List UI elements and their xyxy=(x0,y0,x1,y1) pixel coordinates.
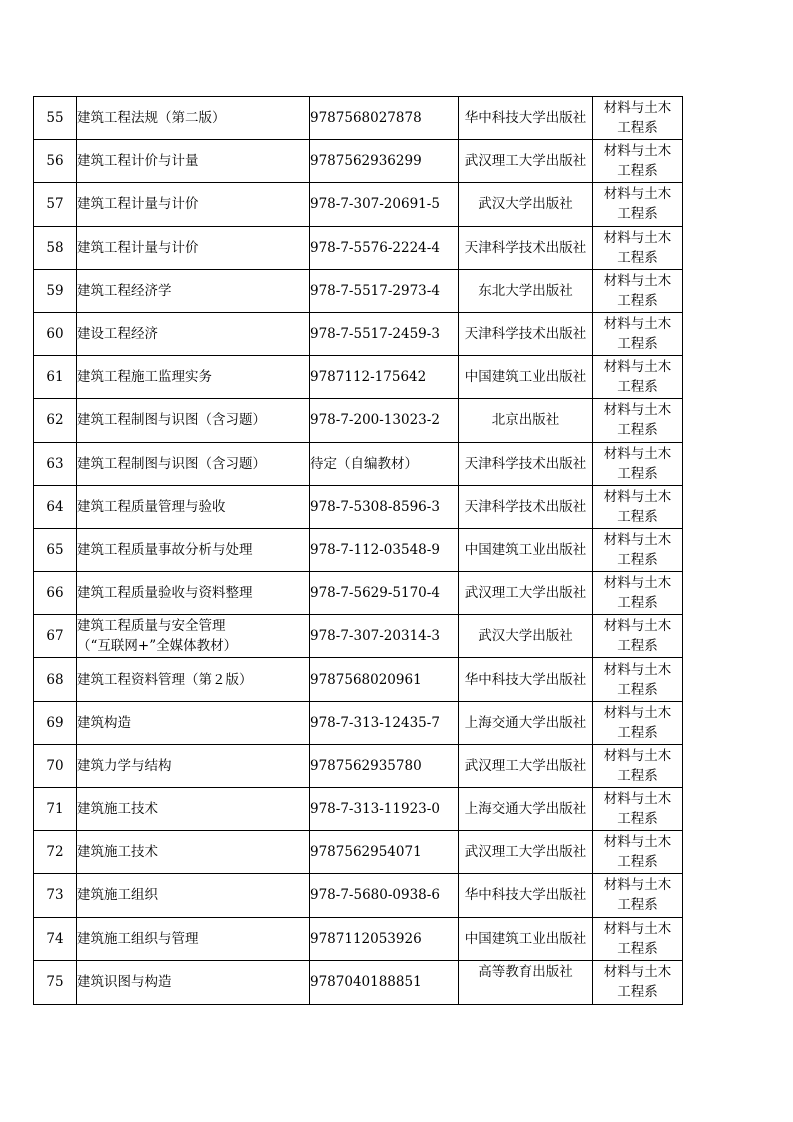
isbn-cell: 978-7-112-03548-9 xyxy=(310,528,459,571)
row-number-cell: 64 xyxy=(34,485,77,528)
department-line: 工程系 xyxy=(617,379,658,396)
publisher-cell: 上海交通大学出版社 xyxy=(459,788,593,831)
department-cell xyxy=(593,744,683,787)
department-cell xyxy=(593,788,683,831)
isbn-cell: 9787568027878 xyxy=(310,97,459,140)
publisher-cell: 武汉理工大学出版社 xyxy=(459,572,593,615)
department-line: 材料与土木 xyxy=(603,618,672,635)
department-line: 材料与土木 xyxy=(603,402,672,419)
row-number-cell: 60 xyxy=(34,312,77,355)
department-line: 材料与土木 xyxy=(603,575,672,592)
row-number-cell: 59 xyxy=(34,269,77,312)
publisher-cell: 天津科学技术出版社 xyxy=(459,226,593,269)
publisher-cell: 武汉理工大学出版社 xyxy=(459,744,593,787)
book-title-line: （“互联网+”全媒体教材） xyxy=(77,638,238,655)
department-line: 材料与土木 xyxy=(603,877,672,894)
department-line: 材料与土木 xyxy=(603,531,672,548)
department-cell xyxy=(593,572,683,615)
table-row xyxy=(34,788,683,831)
department-cell xyxy=(593,97,683,140)
isbn-cell: 978-7-5629-5170-4 xyxy=(310,572,459,615)
isbn-cell: 9787562936299 xyxy=(310,140,459,183)
isbn-cell: 9787040188851 xyxy=(310,960,459,1004)
book-title-cell: 建筑工程质量事故分析与处理 xyxy=(77,528,310,571)
department-line: 材料与土木 xyxy=(603,229,672,246)
isbn-cell: 978-7-307-20691-5 xyxy=(310,183,459,226)
book-title-cell: 建筑工程经济学 xyxy=(77,269,310,312)
publisher-cell: 东北大学出版社 xyxy=(459,269,593,312)
department-line: 工程系 xyxy=(617,638,658,655)
isbn-cell: 978-7-5308-8596-3 xyxy=(310,485,459,528)
publisher-cell: 华中科技大学出版社 xyxy=(459,658,593,701)
table-row xyxy=(34,140,683,183)
table-row xyxy=(34,615,683,658)
table-row xyxy=(34,658,683,701)
table-row xyxy=(34,831,683,874)
department-line: 工程系 xyxy=(617,336,658,353)
publisher-cell: 武汉大学出版社 xyxy=(459,183,593,226)
department-cell xyxy=(593,917,683,960)
department-line: 材料与土木 xyxy=(603,359,672,376)
publisher-cell: 中国建筑工业出版社 xyxy=(459,528,593,571)
isbn-cell: 9787562935780 xyxy=(310,744,459,787)
book-title-cell: 建筑工程质量验收与资料整理 xyxy=(77,572,310,615)
department-line: 工程系 xyxy=(617,249,658,266)
department-line: 材料与土木 xyxy=(603,272,672,289)
book-title-cell: 建筑工程计量与计价 xyxy=(77,183,310,226)
department-cell xyxy=(593,528,683,571)
department-line: 材料与土木 xyxy=(603,100,672,117)
department-cell xyxy=(593,831,683,874)
department-line: 材料与土木 xyxy=(603,661,672,678)
book-title-cell: 建筑工程制图与识图（含习题） xyxy=(77,399,310,442)
book-title-cell: 建筑施工组织与管理 xyxy=(77,917,310,960)
book-title-cell: 建筑力学与结构 xyxy=(77,744,310,787)
department-line: 材料与土木 xyxy=(603,791,672,808)
department-cell xyxy=(593,226,683,269)
row-number-cell: 56 xyxy=(34,140,77,183)
table-row xyxy=(34,356,683,399)
department-line: 工程系 xyxy=(617,681,658,698)
isbn-cell: 9787562954071 xyxy=(310,831,459,874)
publisher-cell: 华中科技大学出版社 xyxy=(459,97,593,140)
row-number-cell: 72 xyxy=(34,831,77,874)
isbn-cell: 9787112-175642 xyxy=(310,356,459,399)
department-line: 工程系 xyxy=(617,163,658,180)
department-line: 材料与土木 xyxy=(603,186,672,203)
row-number-cell: 65 xyxy=(34,528,77,571)
book-title-cell: 建设工程经济 xyxy=(77,312,310,355)
department-line: 工程系 xyxy=(617,120,658,137)
department-line: 工程系 xyxy=(617,940,658,957)
row-number-cell: 58 xyxy=(34,226,77,269)
department-line: 工程系 xyxy=(617,551,658,568)
table-row xyxy=(34,701,683,744)
isbn-cell: 9787568020961 xyxy=(310,658,459,701)
table-row xyxy=(34,528,683,571)
book-title-cell: 建筑工程施工监理实务 xyxy=(77,356,310,399)
department-line: 工程系 xyxy=(617,595,658,612)
row-number-cell: 55 xyxy=(34,97,77,140)
department-line: 工程系 xyxy=(617,508,658,525)
book-title-cell xyxy=(77,615,310,658)
department-cell xyxy=(593,615,683,658)
department-line: 材料与土木 xyxy=(603,704,672,721)
department-line: 材料与土木 xyxy=(603,834,672,851)
publisher-cell: 上海交通大学出版社 xyxy=(459,701,593,744)
isbn-cell: 978-7-5517-2973-4 xyxy=(310,269,459,312)
publisher-cell: 天津科学技术出版社 xyxy=(459,485,593,528)
department-line: 工程系 xyxy=(617,811,658,828)
book-title-cell: 建筑识图与构造 xyxy=(77,960,310,1004)
row-number-cell: 62 xyxy=(34,399,77,442)
table-row xyxy=(34,442,683,485)
table-row xyxy=(34,485,683,528)
table-row xyxy=(34,874,683,917)
department-line: 材料与土木 xyxy=(603,920,672,937)
book-title-cell: 建筑工程资料管理（第２版） xyxy=(77,658,310,701)
table-row xyxy=(34,399,683,442)
department-line: 工程系 xyxy=(617,854,658,871)
isbn-cell: 978-7-200-13023-2 xyxy=(310,399,459,442)
department-cell xyxy=(593,399,683,442)
department-cell xyxy=(593,485,683,528)
department-line: 材料与土木 xyxy=(603,747,672,764)
publisher-cell: 武汉理工大学出版社 xyxy=(459,140,593,183)
table-row xyxy=(34,917,683,960)
table-row xyxy=(34,744,683,787)
table-row xyxy=(34,226,683,269)
book-title-cell: 建筑施工技术 xyxy=(77,788,310,831)
isbn-cell: 978-7-313-12435-7 xyxy=(310,701,459,744)
row-number-cell: 73 xyxy=(34,874,77,917)
isbn-cell: 待定（自编教材） xyxy=(310,442,459,485)
department-line: 工程系 xyxy=(617,206,658,223)
publisher-cell: 天津科学技术出版社 xyxy=(459,442,593,485)
book-title-line: 建筑工程质量与安全管理 xyxy=(77,618,226,635)
department-line: 材料与土木 xyxy=(603,964,672,981)
table-row xyxy=(34,312,683,355)
department-cell xyxy=(593,701,683,744)
row-number-cell: 68 xyxy=(34,658,77,701)
book-title-cell: 建筑工程质量管理与验收 xyxy=(77,485,310,528)
table-row xyxy=(34,572,683,615)
isbn-cell: 978-7-313-11923-0 xyxy=(310,788,459,831)
row-number-cell: 70 xyxy=(34,744,77,787)
department-cell xyxy=(593,269,683,312)
department-line: 材料与土木 xyxy=(603,445,672,462)
publisher-cell: 华中科技大学出版社 xyxy=(459,874,593,917)
isbn-cell: 978-7-5517-2459-3 xyxy=(310,312,459,355)
department-cell xyxy=(593,960,683,1004)
row-number-cell: 63 xyxy=(34,442,77,485)
department-cell xyxy=(593,356,683,399)
department-line: 工程系 xyxy=(617,984,658,1001)
department-line: 工程系 xyxy=(617,292,658,309)
book-title-cell: 建筑施工组织 xyxy=(77,874,310,917)
row-number-cell: 66 xyxy=(34,572,77,615)
textbook-table xyxy=(33,96,683,1005)
department-line: 材料与土木 xyxy=(603,316,672,333)
book-title-cell: 建筑工程制图与识图（含习题） xyxy=(77,442,310,485)
isbn-cell: 978-7-307-20314-3 xyxy=(310,615,459,658)
department-line: 工程系 xyxy=(617,465,658,482)
publisher-cell: 高等教育出版社 xyxy=(459,960,593,1004)
department-line: 工程系 xyxy=(617,724,658,741)
table-row xyxy=(34,960,683,1004)
textbook-table-body xyxy=(34,97,683,1005)
publisher-cell: 武汉理工大学出版社 xyxy=(459,831,593,874)
department-cell xyxy=(593,442,683,485)
publisher-cell: 北京出版社 xyxy=(459,399,593,442)
isbn-cell: 978-7-5576-2224-4 xyxy=(310,226,459,269)
row-number-cell: 74 xyxy=(34,917,77,960)
book-title-cell: 建筑工程计价与计量 xyxy=(77,140,310,183)
department-line: 材料与土木 xyxy=(603,143,672,160)
publisher-cell: 天津科学技术出版社 xyxy=(459,312,593,355)
book-title-cell: 建筑施工技术 xyxy=(77,831,310,874)
department-cell xyxy=(593,140,683,183)
publisher-cell: 武汉大学出版社 xyxy=(459,615,593,658)
department-line: 材料与土木 xyxy=(603,488,672,505)
isbn-cell: 9787112053926 xyxy=(310,917,459,960)
table-row xyxy=(34,269,683,312)
publisher-cell: 中国建筑工业出版社 xyxy=(459,356,593,399)
row-number-cell: 57 xyxy=(34,183,77,226)
department-cell xyxy=(593,312,683,355)
department-cell xyxy=(593,874,683,917)
row-number-cell: 61 xyxy=(34,356,77,399)
table-row xyxy=(34,183,683,226)
publisher-cell: 中国建筑工业出版社 xyxy=(459,917,593,960)
row-number-cell: 71 xyxy=(34,788,77,831)
book-title-cell: 建筑工程法规（第二版） xyxy=(77,97,310,140)
department-line: 工程系 xyxy=(617,767,658,784)
department-cell xyxy=(593,183,683,226)
row-number-cell: 69 xyxy=(34,701,77,744)
book-title-cell: 建筑构造 xyxy=(77,701,310,744)
row-number-cell: 67 xyxy=(34,615,77,658)
book-title-cell: 建筑工程计量与计价 xyxy=(77,226,310,269)
isbn-cell: 978-7-5680-0938-6 xyxy=(310,874,459,917)
department-line: 工程系 xyxy=(617,897,658,914)
department-line: 工程系 xyxy=(617,422,658,439)
department-cell xyxy=(593,658,683,701)
table-row xyxy=(34,97,683,140)
row-number-cell: 75 xyxy=(34,960,77,1004)
